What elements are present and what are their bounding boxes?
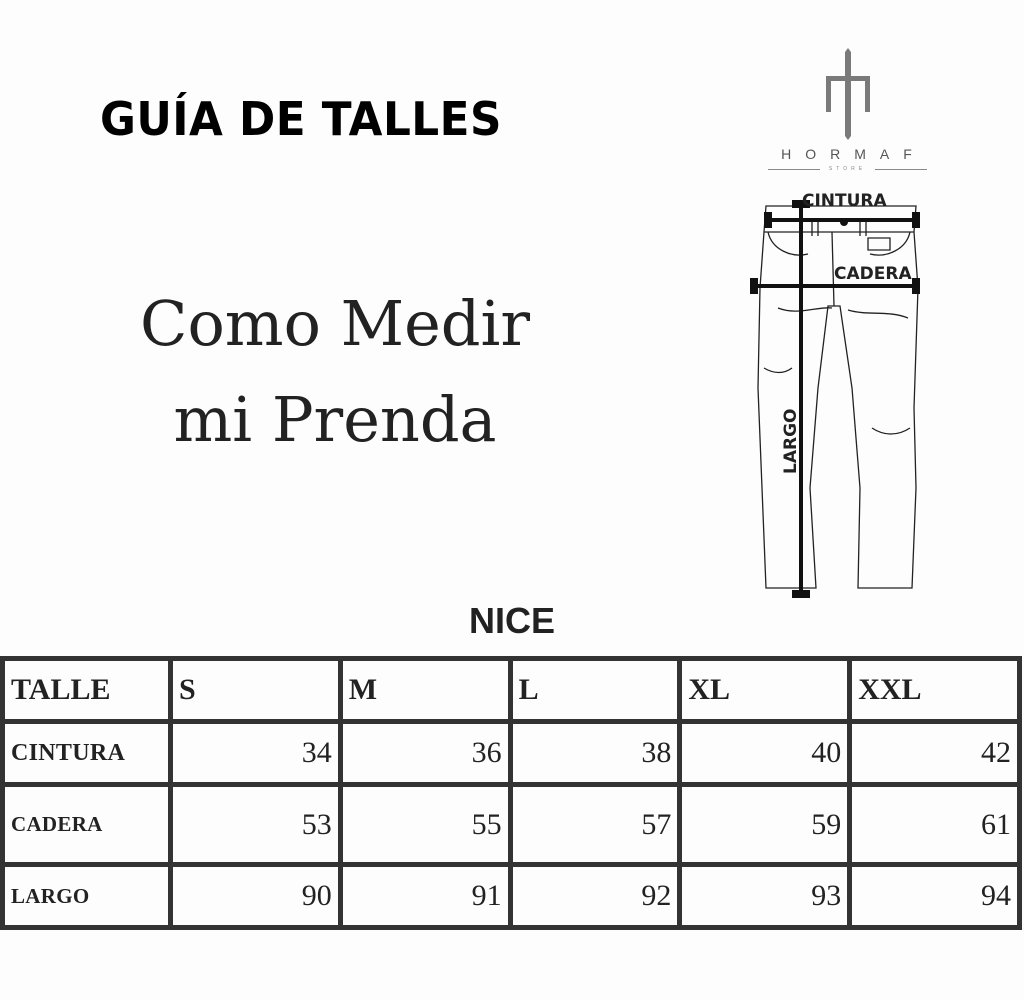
table-cell: 36 — [340, 722, 510, 785]
logo-mark-icon — [818, 48, 878, 140]
header-cell: S — [171, 659, 341, 722]
row-label: LARGO — [3, 865, 171, 928]
table-cell: 94 — [850, 865, 1020, 928]
table-row — [3, 722, 1020, 785]
table-cell: 53 — [171, 785, 341, 865]
brand-tagline: STORE — [760, 166, 935, 172]
row-label: CADERA — [3, 785, 171, 865]
table-row — [3, 785, 1020, 865]
table-cell: 42 — [850, 722, 1020, 785]
model-name: NICE — [468, 600, 555, 641]
brand-logo — [760, 48, 935, 172]
label-cintura: CINTURA — [802, 191, 887, 211]
header-cell: L — [510, 659, 680, 722]
header-cell: XL — [680, 659, 850, 722]
row-label: CINTURA — [3, 722, 171, 785]
header-cell: TALLE — [3, 659, 171, 722]
table-cell: 61 — [850, 785, 1020, 865]
page-title: GUÍA DE TALLES — [100, 92, 502, 146]
table-cell: 93 — [680, 865, 850, 928]
table-cell: 55 — [340, 785, 510, 865]
table-cell: 90 — [171, 865, 341, 928]
table-row — [3, 865, 1020, 928]
table-cell: 91 — [340, 865, 510, 928]
table-header-row — [3, 659, 1020, 722]
table-cell: 40 — [680, 722, 850, 785]
table-cell: 59 — [680, 785, 850, 865]
table-cell: 57 — [510, 785, 680, 865]
label-largo: LARGO — [781, 408, 801, 474]
subtitle-line-1: Como Medir — [140, 287, 530, 360]
table-cell: 34 — [171, 722, 341, 785]
header-cell: XXL — [850, 659, 1020, 722]
brand-name: HORMAF — [781, 146, 926, 162]
size-table — [0, 656, 1022, 930]
header-cell: M — [340, 659, 510, 722]
subtitle — [110, 276, 560, 468]
label-cadera: CADERA — [834, 264, 912, 284]
pants-diagram — [748, 188, 924, 608]
table-cell: 92 — [510, 865, 680, 928]
table-cell: 38 — [510, 722, 680, 785]
subtitle-line-2: mi Prenda — [173, 383, 497, 456]
